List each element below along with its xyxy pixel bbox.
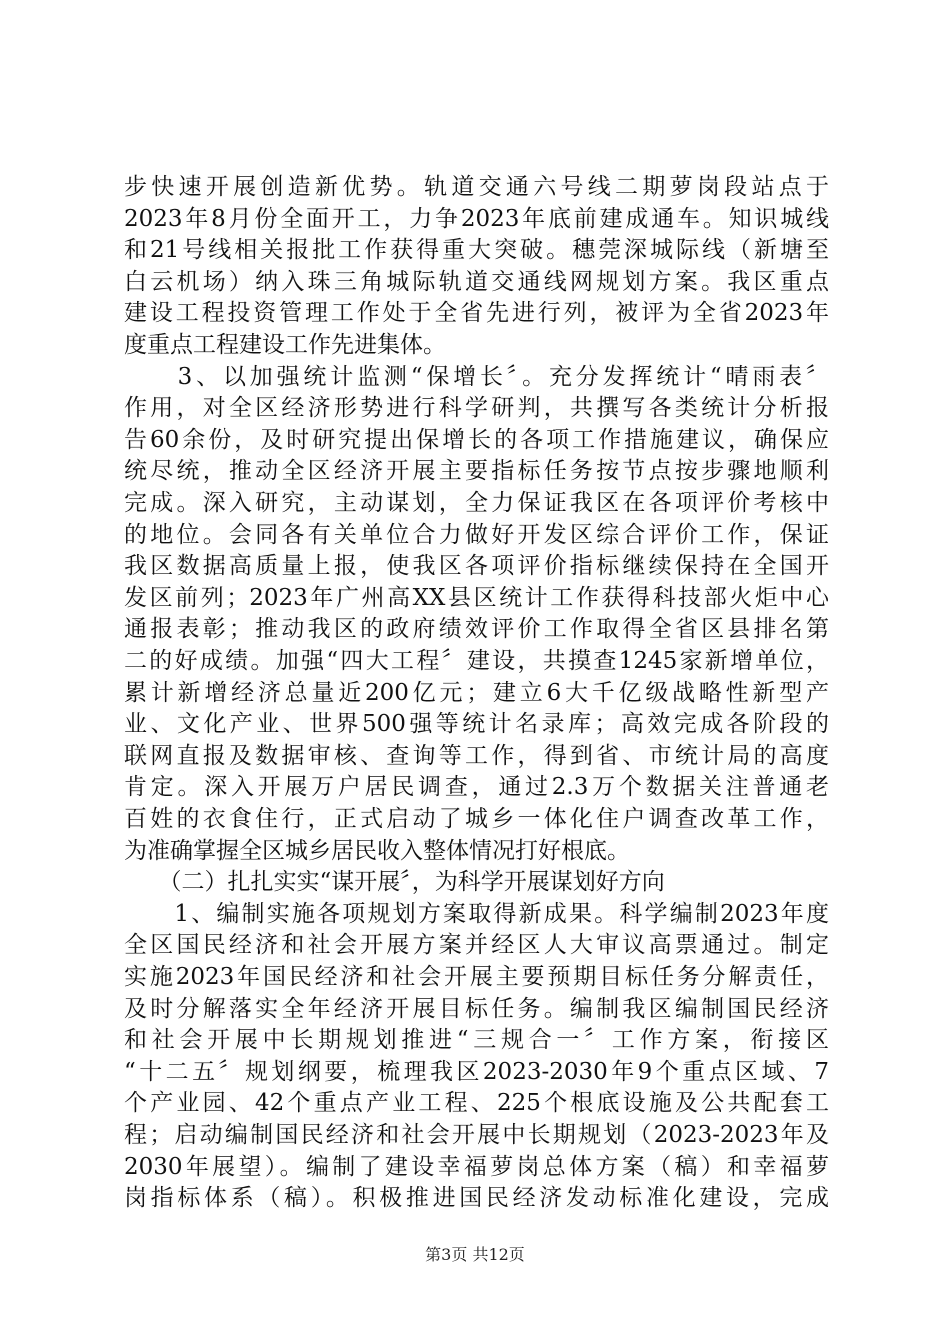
text-line: 我区数据高质量上报，使我区各项评价指标继续保持在全国开 <box>124 553 829 579</box>
text-line: 百姓的衣食住行，正式启动了城乡一体化住户调查改革工作， <box>124 806 829 832</box>
text-line: 全区国民经济和社会开展方案并经区人大审议高票通过。制定 <box>124 932 829 958</box>
text-line: 建设工程投资管理工作处于全省先进行列，被评为全省2023年 <box>124 300 829 326</box>
page-footer: 第3页 共12页 <box>425 1245 525 1264</box>
text-line: 和社会开展中长期规划推进“三规合一〞工作方案，衔接区 <box>124 1027 829 1053</box>
text-line: 发区前列；2023年广州高XX县区统计工作获得科技部火炬中心 <box>124 585 829 611</box>
text-line: 1、编制实施各项规划方案取得新成果。科学编制2023年度 <box>124 901 829 927</box>
text-line: 度重点工程建设工作先进集体。 <box>124 332 446 358</box>
text-line: 白云机场）纳入珠三角城际轨道交通线网规划方案。我区重点 <box>124 269 829 295</box>
text-line: 及时分解落实全年经济开展目标任务。编制我区编制国民经济 <box>124 996 829 1022</box>
text-line: 步快速开展创造新优势。轨道交通六号线二期萝岗段站点于 <box>124 174 829 200</box>
text-line: 累计新增经济总量近200亿元；建立6大千亿级战略性新型产 <box>124 680 829 706</box>
text-line: 作用，对全区经济形势进行科学研判，共撰写各类统计分析报 <box>124 395 829 421</box>
text-line: 2023年8月份全面开工，力争2023年底前建成通车。知识城线 <box>124 206 829 232</box>
text-line: 3、以加强统计监测“保增长〞。充分发挥统计“晴雨表〞 <box>124 364 829 390</box>
text-line: （二）扎扎实实“谋开展〞，为科学开展谋划好方向 <box>124 869 665 895</box>
text-line: 告60余份，及时研究提出保增长的各项工作措施建议，确保应 <box>124 427 829 453</box>
text-line: 岗指标体系（稿）。积极推进国民经济发动标准化建设，完成 <box>124 1185 829 1211</box>
text-line: 程；启动编制国民经济和社会开展中长期规划（2023-2023年及 <box>124 1122 829 1148</box>
text-line: 通报表彰；推动我区的政府绩效评价工作取得全省区县排名第 <box>124 616 829 642</box>
text-line: “十二五〞规划纲要，梳理我区2023-2030年9个重点区域、7 <box>124 1059 829 1085</box>
text-line: 业、文化产业、世界500强等统计名录库；高效完成各阶段的 <box>124 711 829 737</box>
text-line: 统尽统，推动全区经济开展主要指标任务按节点按步骤地顺利 <box>124 458 829 484</box>
text-line: 肯定。深入开展万户居民调查，通过2.3万个数据关注普通老 <box>124 774 829 800</box>
text-line: 为准确掌握全区城乡居民收入整体情况打好根底。 <box>124 838 630 864</box>
text-line: 实施2023年国民经济和社会开展主要预期目标任务分解责任， <box>124 964 829 990</box>
text-line: 完成。深入研究，主动谋划，全力保证我区在各项评价考核中 <box>124 490 829 516</box>
text-line: 二的好成绩。加强“四大工程〞建设，共摸查1245家新增单位， <box>124 648 829 674</box>
text-line: 和21号线相关报批工作获得重大突破。穗莞深城际线（新塘至 <box>124 237 829 263</box>
text-line: 联网直报及数据审核、查询等工作，得到省、市统计局的高度 <box>124 743 829 769</box>
text-line: 的地位。会同各有关单位合力做好开发区综合评价工作，保证 <box>124 522 829 548</box>
text-line: 个产业园、42个重点产业工程、225个根底设施及公共配套工 <box>124 1090 829 1116</box>
text-line: 2030年展望）。编制了建设幸福萝岗总体方案（稿）和幸福萝 <box>124 1154 829 1180</box>
